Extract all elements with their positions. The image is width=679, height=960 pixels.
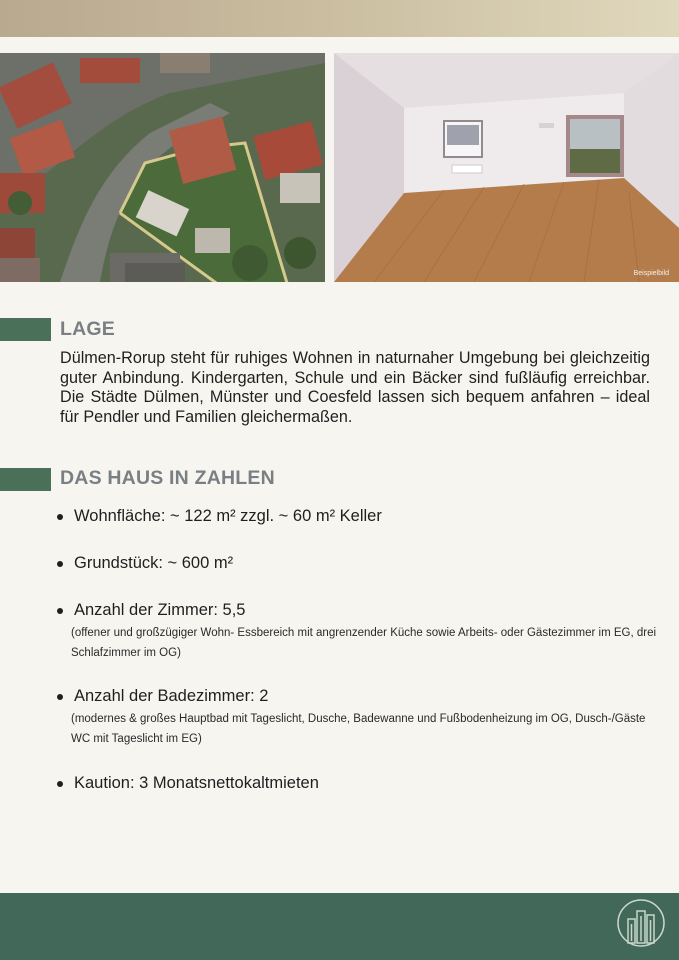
fact-note: (offener und großzügiger Wohn- Essbereich mit angrenzender Küche sowie Arbeits- oder Gästezimmer im EG, drei Schlafzimmer im OG) bbox=[71, 627, 657, 659]
living-room-photo bbox=[334, 53, 679, 282]
zahlen-heading: DAS HAUS IN ZAHLEN bbox=[60, 467, 275, 489]
fact-note: (modernes & großes Hauptbad mit Tageslicht, Dusche, Badewanne und Fußbodenheizung im OG, Dusch-/Gäste WC mit Tageslicht im EG) bbox=[71, 713, 646, 745]
zahlen-accent-bar bbox=[0, 468, 51, 491]
fact-label: Anzahl der Zimmer: 5,5 bbox=[54, 600, 664, 620]
fact-wohnflaeche bbox=[54, 506, 664, 526]
top-gold-band bbox=[0, 0, 679, 37]
aerial-plot-photo bbox=[0, 53, 325, 282]
footer-band bbox=[0, 893, 679, 960]
fact-label: Kaution: 3 Monatsnettokaltmieten bbox=[54, 773, 664, 793]
fact-label: Wohnfläche: ~ 122 m² zzgl. ~ 60 m² Keller bbox=[54, 506, 664, 526]
photo-caption: Beispielbild bbox=[633, 270, 669, 277]
lage-accent-bar bbox=[0, 318, 51, 341]
lage-heading: LAGE bbox=[60, 318, 115, 340]
fact-badezimmer bbox=[54, 686, 664, 749]
fact-label: Grundstück: ~ 600 m² bbox=[54, 553, 664, 573]
building-logo-icon bbox=[616, 897, 666, 949]
lage-description: Dülmen-Rorup steht für ruhiges Wohnen in naturnaher Umgebung bei gleichzeitig guter Anbindung. Kindergarten, Schule und ein Bäcker sind fußläufig erreichbar. Die Städte Dülmen, Münster und Coesfeld lassen sich bequem anfahren – ideal für Pendler und Familien gleichermaßen. bbox=[60, 349, 650, 427]
fact-label: Anzahl der Badezimmer: 2 bbox=[54, 686, 664, 706]
fact-zimmer bbox=[54, 600, 664, 663]
fact-kaution bbox=[54, 773, 664, 793]
fact-grundstueck bbox=[54, 553, 664, 573]
